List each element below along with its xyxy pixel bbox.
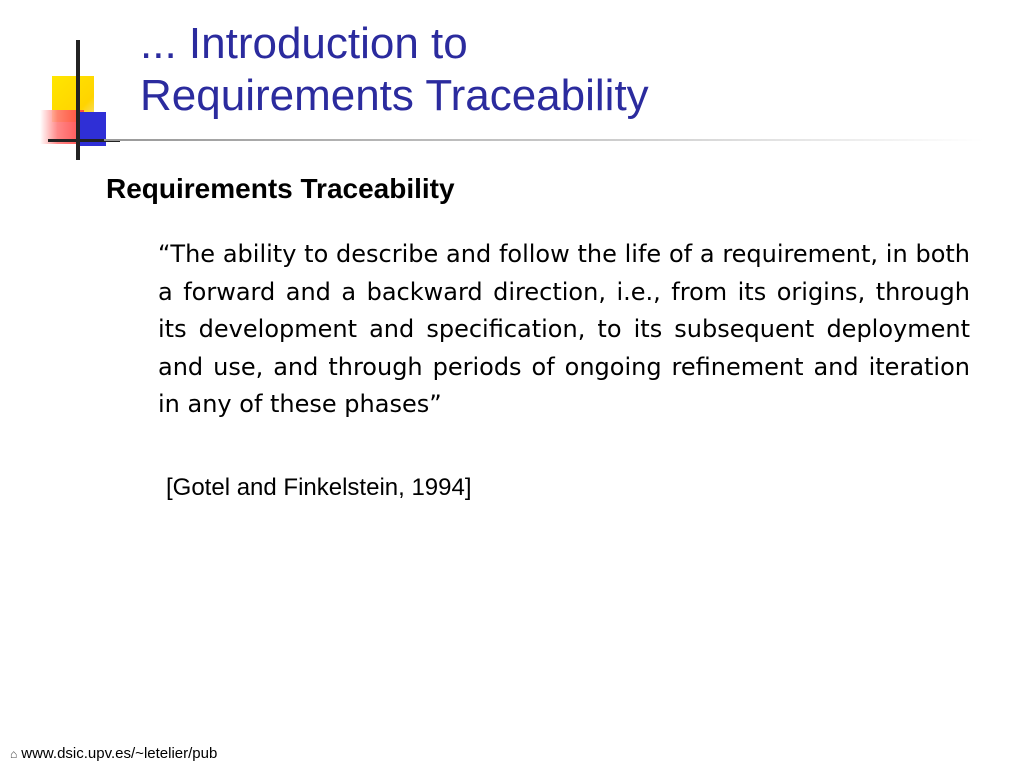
house-icon: ⌂ xyxy=(10,747,18,761)
slide-title-line-2: Requirements Traceability xyxy=(140,71,649,120)
slide-logo xyxy=(40,40,120,170)
slide-title xyxy=(140,18,649,122)
quote-citation: [Gotel and Finkelstein, 1994] xyxy=(166,474,472,501)
slide-title-line-1: ... Introduction to xyxy=(140,19,468,68)
logo-vertical-line xyxy=(76,40,80,160)
footer-url: www.dsic.upv.es/~letelier/pub xyxy=(21,745,218,762)
slide-footer xyxy=(10,744,217,764)
section-heading: Requirements Traceability xyxy=(106,173,455,204)
title-divider xyxy=(104,139,984,141)
definition-quote: “The ability to describe and follow the life of a requirement, in both a forward and a backward direction, i.e., from its origins, through its development and specification, to its subsequent deployment and use, and through periods of ongoing refinement and iteration in any of these phases” xyxy=(158,240,970,418)
